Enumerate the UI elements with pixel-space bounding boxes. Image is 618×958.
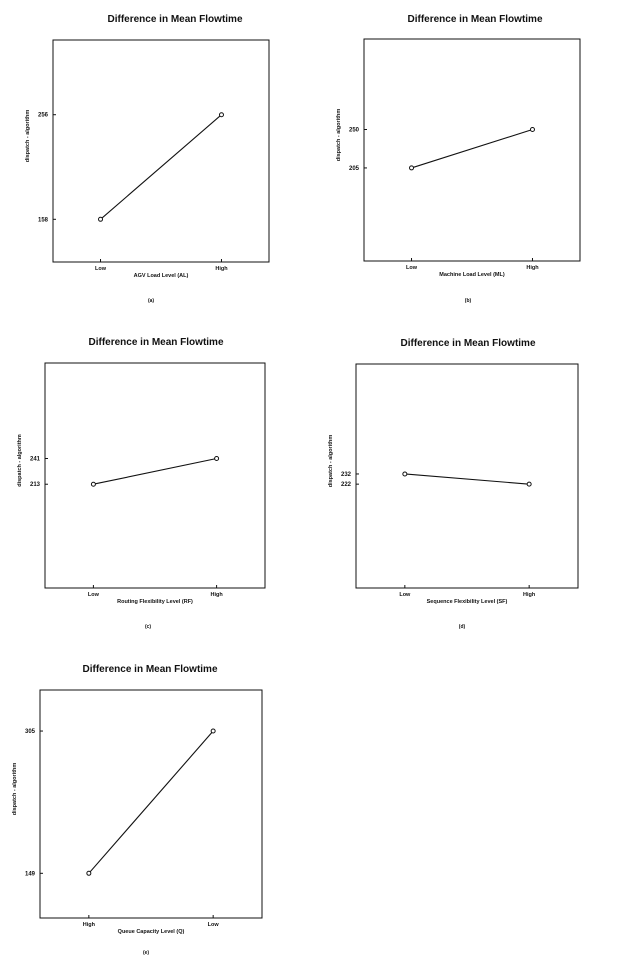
x-axis-label: Routing Flexibility Level (RF) — [117, 599, 193, 605]
y-tick-label: 241 — [29, 456, 40, 463]
x-axis-label: Machine Load Level (ML) — [439, 272, 505, 278]
x-tick-label: High — [82, 922, 95, 928]
data-point — [87, 871, 91, 875]
plot-frame — [40, 690, 262, 918]
chart-title-b: Difference in Mean Flowtime — [407, 14, 543, 25]
x-tick-label: High — [523, 592, 536, 598]
chart-title-c: Difference in Mean Flowtime — [88, 337, 224, 348]
y-axis-label: dispatch - algorithm — [25, 109, 31, 163]
y-tick-label: 305 — [24, 729, 35, 736]
x-axis-label: Sequence Flexibility Level (SF) — [426, 599, 508, 605]
y-tick-label: 232 — [340, 471, 351, 478]
series-line — [89, 731, 213, 873]
y-axis-label: dispatch - algorithm — [17, 434, 23, 487]
caption-a: (a) — [147, 298, 155, 304]
caption-b: (b) — [464, 298, 472, 304]
caption-d: (d) — [458, 624, 466, 630]
x-tick-label: Low — [406, 265, 418, 271]
y-tick-label: 250 — [348, 127, 359, 134]
y-tick-label: 213 — [29, 482, 40, 489]
x-tick-label: High — [215, 266, 228, 272]
x-axis-label: Queue Capacity Level (Q) — [117, 929, 185, 935]
x-tick-label: Low — [207, 922, 219, 928]
chart-title-a: Difference in Mean Flowtime — [107, 14, 243, 25]
x-tick-label: Low — [87, 592, 99, 598]
data-point — [211, 729, 215, 733]
y-tick-label: 149 — [24, 871, 35, 878]
chart-title-e: Difference in Mean Flowtime — [82, 664, 218, 675]
y-tick-label: 205 — [348, 165, 359, 172]
y-tick-label: 158 — [37, 217, 48, 224]
x-tick-label: High — [210, 592, 223, 598]
y-axis-label: dispatch - algorithm — [328, 434, 334, 488]
y-tick-label: 222 — [340, 482, 351, 489]
y-tick-label: 256 — [37, 112, 48, 119]
caption-c: (c) — [144, 624, 152, 630]
y-axis-label: dispatch - algorithm — [336, 108, 342, 162]
x-axis-label: AGV Load Level (AL) — [133, 273, 189, 279]
y-axis-label: dispatch - algorithm — [12, 762, 18, 816]
x-tick-label: Low — [399, 592, 411, 598]
x-tick-label: High — [526, 265, 539, 271]
chart-title-d: Difference in Mean Flowtime — [400, 338, 536, 349]
x-tick-label: Low — [95, 266, 107, 272]
caption-e: (e) — [142, 950, 150, 956]
